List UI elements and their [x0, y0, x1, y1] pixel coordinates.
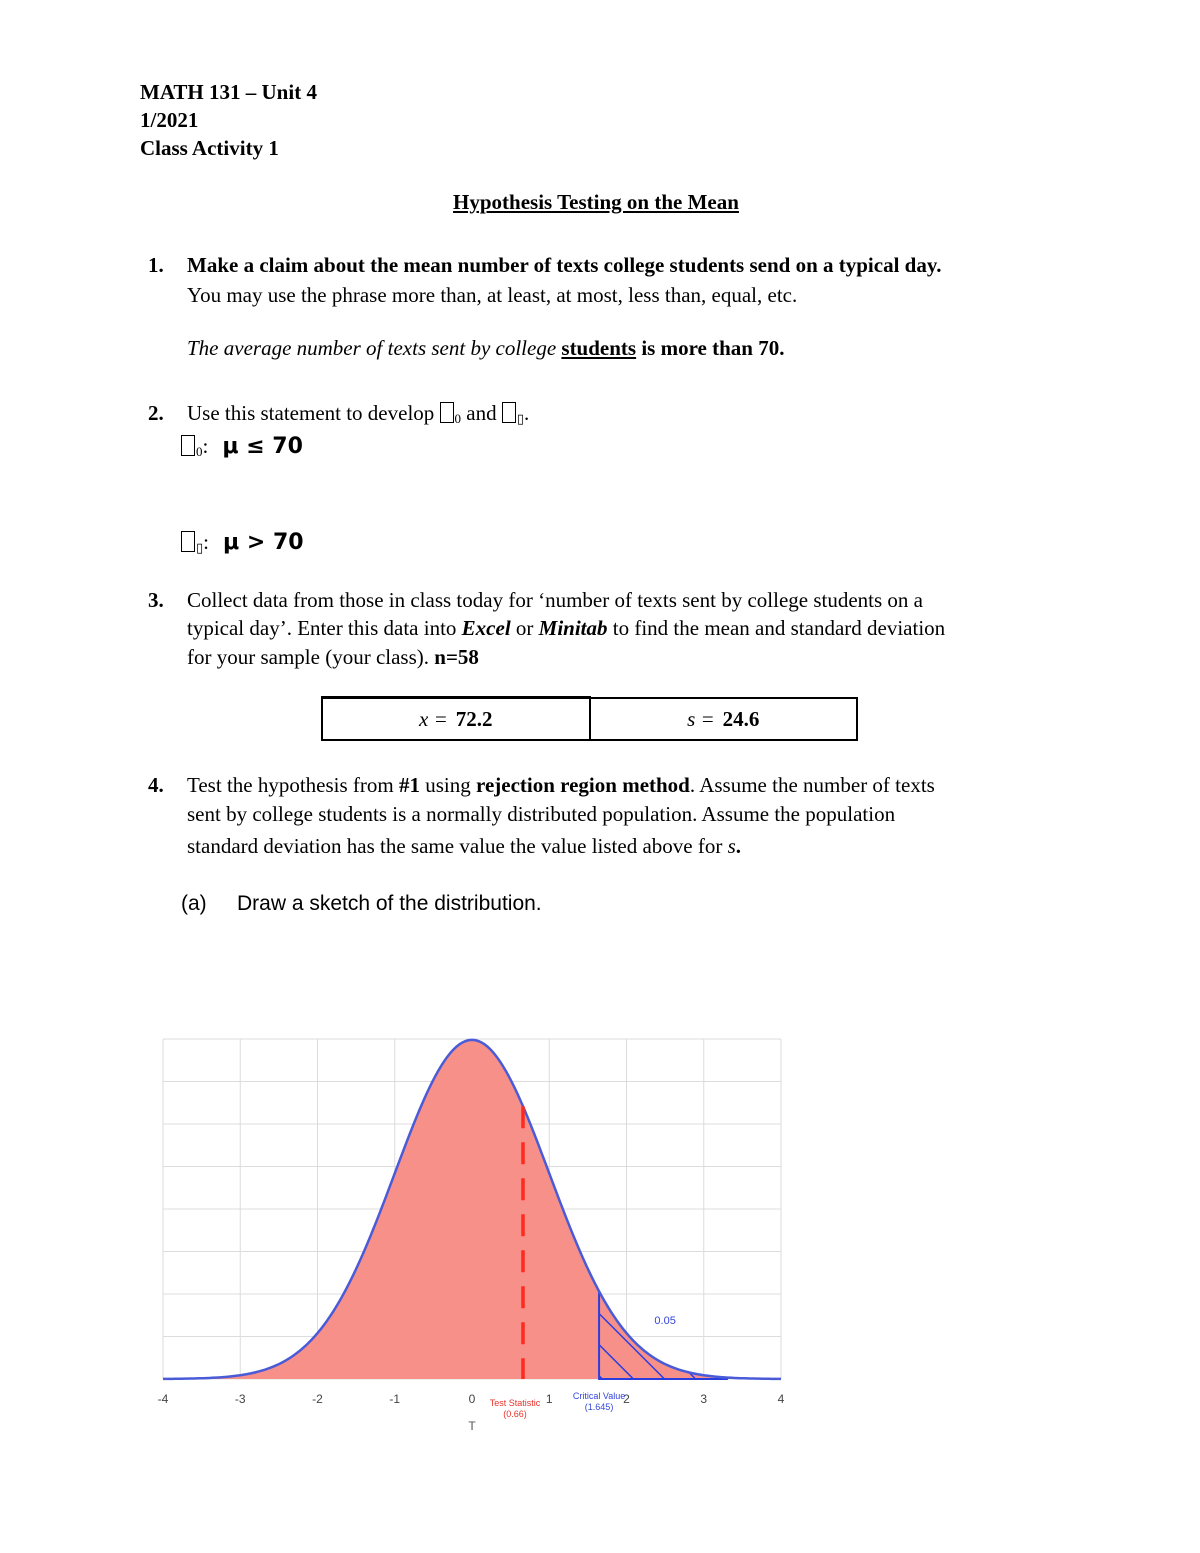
h0-subscript: 0: [454, 411, 462, 426]
minitab-word: Minitab: [538, 616, 608, 640]
s-value: 24.6: [722, 706, 760, 731]
q4-line1c: . Assume the number of texts: [689, 773, 935, 797]
x-tick-label: 4: [777, 1392, 785, 1406]
x-tick-label: 2: [623, 1392, 630, 1406]
q1-number: 1.: [148, 253, 164, 277]
q4-ref: #1: [399, 773, 420, 797]
x-axis-label: T: [468, 1419, 476, 1433]
q3-number: 3.: [148, 588, 164, 612]
q3-line1: Collect data from those in class today for ‘number of texts sent by college students on a: [187, 588, 923, 612]
part-a-text: Draw a sketch of the distribution.: [237, 892, 542, 915]
x-tick-label: 0: [468, 1392, 476, 1406]
q3-or: or: [510, 616, 539, 640]
h0-subscript: 0: [196, 444, 203, 459]
q4-number: 4.: [148, 773, 164, 797]
date-line: 1/2021: [140, 108, 199, 132]
excel-word: Excel: [461, 616, 511, 640]
q4-line2: sent by college students is a normally distributed population. Assume the population: [187, 802, 896, 826]
q4-line3b: .: [735, 834, 742, 858]
q1-prompt: Make a claim about the mean number of texts college students send on a typical day.: [187, 253, 942, 277]
q4-line1b: using: [420, 773, 477, 797]
rejection-region: [599, 1291, 727, 1379]
ha-expression: μ > 70: [223, 530, 304, 555]
claim-italic: The average number of texts sent by college: [187, 336, 562, 360]
ha-colon: :: [203, 530, 209, 554]
sample-size: n=58: [434, 645, 479, 669]
critical-value-value: (1.645): [584, 1402, 614, 1412]
q4-line3a: standard deviation has the same value the value listed above for: [187, 834, 728, 858]
x-tick-label: -3: [234, 1392, 246, 1406]
ha-subscript: ▯: [196, 540, 204, 555]
q4-method: rejection region method: [476, 773, 690, 797]
course-title: MATH 131 – Unit 4: [140, 80, 317, 104]
q2-prompt-c: .: [524, 401, 530, 425]
xbar-value: 72.2: [455, 706, 493, 731]
q2-prompt-b: and: [461, 401, 502, 425]
q3-line2b: to find the mean and standard deviation: [607, 616, 946, 640]
page-title: Hypothesis Testing on the Mean: [453, 190, 739, 214]
x-tick-label: 1: [545, 1392, 553, 1406]
q4-line1a: Test the hypothesis from: [187, 773, 399, 797]
test-statistic-value: (0.66): [503, 1409, 527, 1419]
q2-number: 2.: [148, 401, 164, 425]
q1-hint: You may use the phrase more than, at least, at most, less than, equal, etc.: [187, 283, 798, 307]
q3-line2a: typical day’. Enter this data into: [187, 616, 462, 640]
ha-subscript: ▯: [516, 411, 525, 426]
x-tick-label: 3: [700, 1392, 708, 1406]
x-tick-label: -2: [312, 1392, 323, 1406]
s-symbol: s =: [687, 706, 715, 731]
h0-expression: μ ≤ 70: [222, 434, 303, 459]
tail-area-label: 0.05: [654, 1314, 676, 1327]
activity-line: Class Activity 1: [140, 136, 279, 160]
claim-students: students: [561, 336, 637, 360]
q4-s-symbol: s: [727, 834, 736, 858]
x-tick-label: -4: [157, 1392, 169, 1406]
part-a-label: (a): [181, 892, 207, 915]
x-tick-label: -1: [389, 1392, 401, 1406]
q3-line3-text: for your sample (your class).: [187, 645, 435, 669]
h0-colon: :: [202, 434, 209, 458]
q2-prompt-a: Use this statement to develop: [187, 401, 440, 425]
critical-value-label: Critical Value: [572, 1391, 626, 1401]
test-statistic-label: Test Statistic: [489, 1398, 541, 1408]
xbar-symbol: x =: [419, 706, 448, 731]
claim-rest: is more than 70.: [636, 336, 785, 360]
